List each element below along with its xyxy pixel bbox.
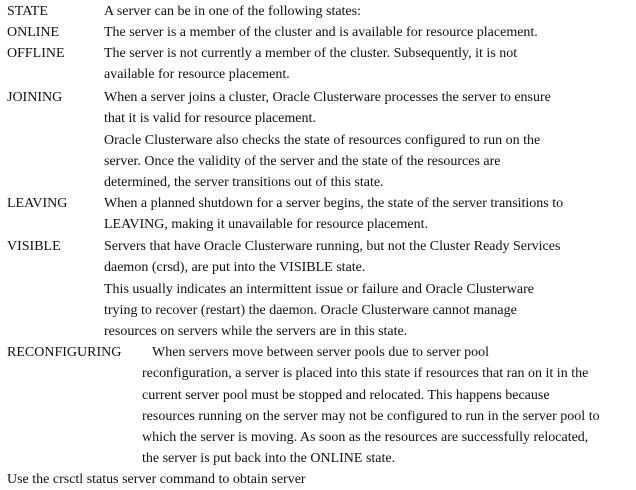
- state-desc-reconfiguring-line-2: reconfiguration, a server is placed into this state if resources that ran on it in the: [142, 366, 589, 381]
- state-desc-joining-line-1: When a server joins a cluster, Oracle Clusterware processes the server to ensure: [104, 90, 551, 105]
- state-desc-offline-line-2: available for resource placement.: [104, 67, 290, 82]
- state-desc-reconfiguring-line-1: When servers move between server pools due to server pool: [152, 345, 490, 360]
- state-desc-online-line-1: The server is a member of the cluster and is available for resource placement.: [104, 25, 538, 40]
- state-desc-reconfiguring-line-5: which the server is moving. As soon as the resources are successfully relocated,: [142, 430, 589, 445]
- header-description: A server can be in one of the following states:: [104, 4, 361, 19]
- state-term-reconfiguring: RECONFIGURING: [7, 345, 122, 360]
- state-desc-joining-line-2: that it is valid for resource placement.: [104, 111, 316, 126]
- state-desc-reconfiguring-line-4: resources running on the server may not be configured to run in the server pool to: [142, 409, 600, 424]
- state-desc-reconfiguring-line-6: the server is put back into the ONLINE state.: [142, 451, 396, 466]
- state-desc-visible-line-3: This usually indicates an intermittent issue or failure and Oracle Clusterware: [104, 282, 534, 297]
- state-term-offline: OFFLINE: [7, 46, 65, 61]
- state-term-leaving: LEAVING: [7, 196, 68, 211]
- state-desc-visible-line-2: daemon (crsd), are put into the VISIBLE state.: [104, 260, 366, 275]
- state-term-online: ONLINE: [7, 25, 60, 40]
- state-desc-leaving-line-1: When a planned shutdown for a server begins, the state of the server transitions to: [104, 196, 564, 211]
- footer-text: Use the crsctl status server command to obtain server: [7, 472, 306, 487]
- state-desc-joining-line-4: server. Once the validity of the server and the state of the resources are: [104, 154, 501, 169]
- state-desc-leaving-line-2: LEAVING, making it unavailable for resource placement.: [104, 217, 428, 232]
- header-term: STATE: [7, 4, 48, 19]
- state-desc-visible-line-5: resources on servers while the servers are in this state.: [104, 324, 408, 339]
- state-desc-offline-line-1: The server is not currently a member of the cluster. Subsequently, it is not: [104, 46, 518, 61]
- state-term-visible: VISIBLE: [7, 239, 61, 254]
- state-desc-visible-line-4: trying to recover (restart) the daemon. Oracle Clusterware cannot manage: [104, 303, 517, 318]
- state-desc-visible-line-1: Servers that have Oracle Clusterware running, but not the Cluster Ready Services: [104, 239, 561, 254]
- state-desc-joining-line-3: Oracle Clusterware also checks the state of resources configured to run on the: [104, 133, 541, 148]
- state-desc-reconfiguring-line-3: current server pool must be stopped and relocated. This happens because: [142, 388, 550, 403]
- state-term-joining: JOINING: [7, 90, 63, 105]
- state-desc-joining-line-5: determined, the server transitions out of this state.: [104, 175, 384, 190]
